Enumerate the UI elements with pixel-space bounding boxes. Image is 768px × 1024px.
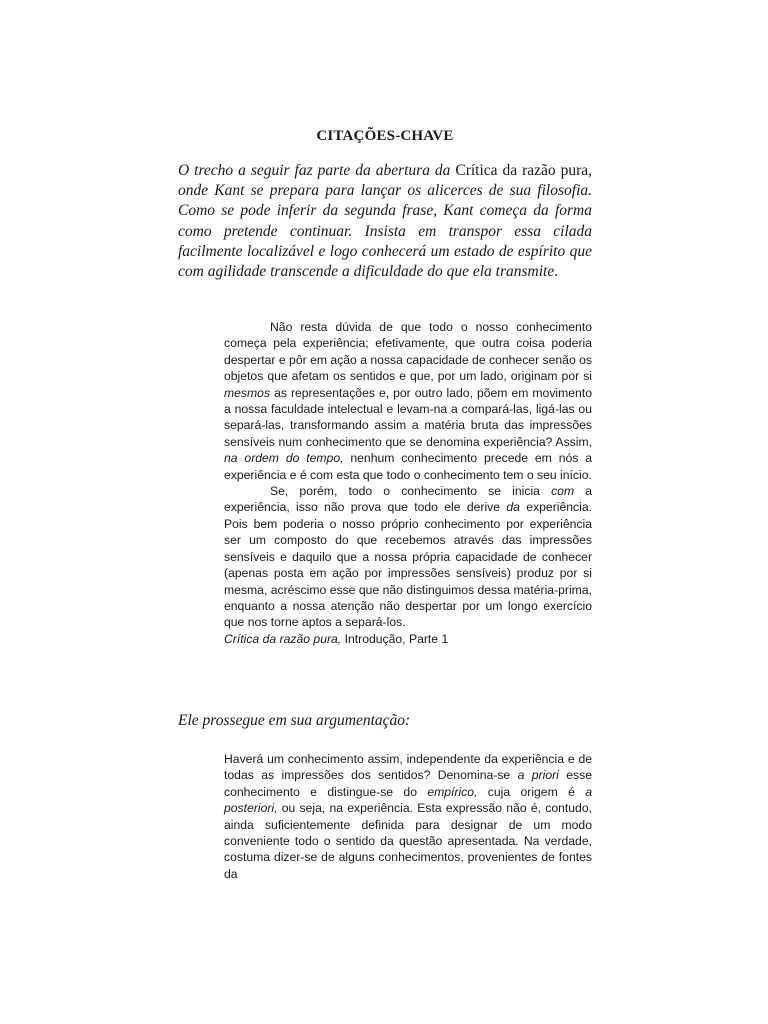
quote1-emphasis-3: com bbox=[551, 484, 575, 499]
quote1-emphasis-4: da bbox=[506, 500, 520, 515]
quote1-text-e: a experiência, isso não prova que todo ele derive bbox=[224, 484, 593, 515]
block-quote-2 bbox=[224, 751, 592, 882]
quote2-text-b: esse conhecimento e distingue-se do bbox=[224, 768, 592, 799]
block-quote-1 bbox=[224, 319, 592, 647]
intro-text-1: O trecho a seguir faz parte da abertura da bbox=[178, 162, 456, 179]
quote1-text-b: as representações e, por outro lado, põem em movimento a nossa faculdade intelectual e levam-na a compará-las, ligá-las ou separá-las, transformando assim a matéria bruta das impressões sensíveis num conhecimento que se denomina experiência? Assim, bbox=[224, 385, 592, 449]
quote2-emphasis-3: a posteriori, bbox=[224, 784, 592, 816]
quote2-paragraph bbox=[224, 751, 592, 882]
quote1-citation bbox=[224, 631, 592, 647]
quote1-text-f: experiência. Pois bem poderia o nosso próprio conhecimento por experiência ser um composto do que recebemos através das impressões sensíveis e daquilo que a nossa própria capacidade de conhecer (apenas posta em ação por impressões sensíveis) produz por si mesma, acréscimo esse que não distinguimos dessa matéria-prima, enquanto a nossa atenção não despertar por um longo exercício que nos torne aptos a separá-los. bbox=[224, 500, 593, 630]
intro-text-3: . Insista em transpor essa cilada facilmente localizável e logo conhecerá um estado de espírito que com agilidade transcende a dificuldade do que ela transmite bbox=[178, 222, 592, 281]
citation-location: Introdução, Parte 1 bbox=[341, 631, 449, 646]
intro-paragraph bbox=[178, 161, 592, 282]
quote2-emphasis-1: a priori bbox=[517, 768, 559, 783]
intro-text-2: , onde Kant se prepara para lançar os alicerces de sua filosofia. Como se pode inferir da segunda frase, Kant começa da forma como pretende continuar bbox=[178, 162, 592, 240]
quote1-text-a: Não resta dúvida de que todo o nosso conhecimento começa pela experiência; efetivamente, que outra coisa poderia despertar e pôr em ação a nossa capacidade de conhecer senão os objetos que afetam os sentidos e que, por um lado, originam por si bbox=[224, 320, 592, 384]
quote1-emphasis-2: na ordem do tempo, bbox=[224, 451, 344, 466]
quote2-text-d: ou seja, na experiência. Esta expressão não é, contudo, ainda suficientemente definida para designar de um modo conveniente todo o sentido da questão apresentada. Na verdade, costuma dizer-se de alguns conhecimentos, provenientes de fontes da bbox=[224, 801, 592, 881]
citation-book-title: Crítica da razão pura, bbox=[224, 631, 342, 646]
quote2-emphasis-2: empírico, bbox=[427, 784, 478, 799]
intro-text-4: . bbox=[554, 263, 559, 281]
quote1-text-d: Se, porém, todo o conhecimento se inicia bbox=[270, 484, 552, 499]
quote1-emphasis-1: mesmos bbox=[224, 385, 271, 400]
quote2-text-c: cuja origem é bbox=[477, 784, 586, 799]
page-title: CITAÇÕES-CHAVE bbox=[316, 128, 454, 144]
quote1-paragraph-1 bbox=[224, 319, 592, 483]
quote1-text-c: nenhum conhecimento precede em nós a experiência e é com esta que todo o conhecimento tem o seu início. bbox=[224, 451, 592, 482]
quote1-paragraph-2 bbox=[224, 483, 592, 631]
lead-in-text: Ele prossegue em sua argumentação: bbox=[178, 712, 411, 729]
quote2-text-a: Haverá um conhecimento assim, independente da experiência e de todas as impressões dos sentidos? Denomina-se bbox=[224, 752, 592, 783]
intro-book-title: Crítica da razão pura bbox=[455, 162, 589, 179]
